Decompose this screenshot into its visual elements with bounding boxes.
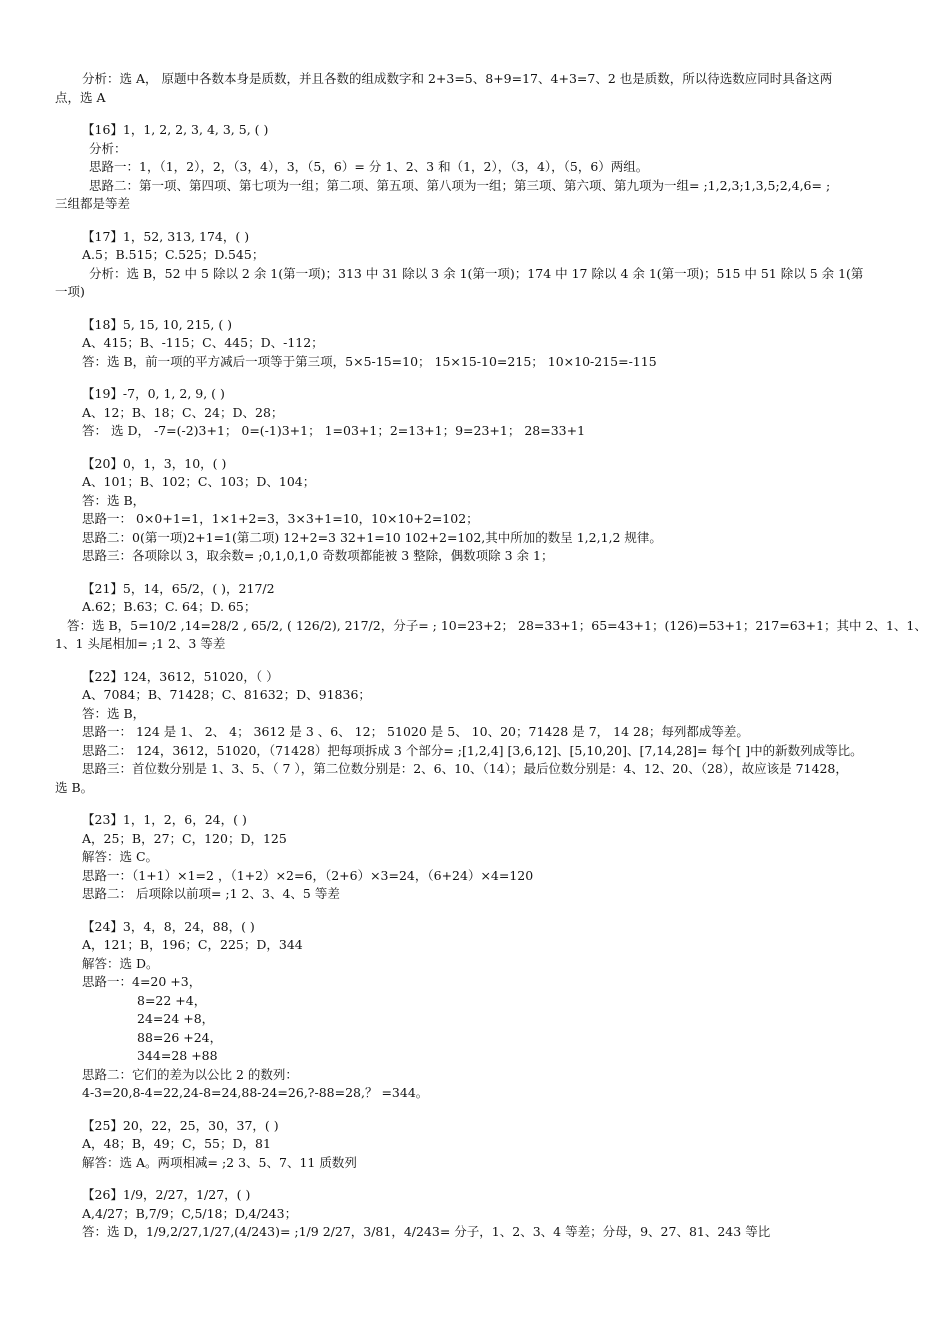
- q20-approach-3: 思路三：各项除以 3，取余数= ;0,1,0,1,0 奇数项都能被 3 整除，偶数项除 3 余 1；: [82, 548, 554, 563]
- q24-equation-4: 88=26 +24，: [137, 1029, 223, 1045]
- q24-approach-2: 思路二：它们的差为以公比 2 的数列：: [82, 1066, 298, 1082]
- q24-options: A，121；B，196；C，225；D，344: [82, 937, 303, 952]
- q26-answer: 答：选 D，1/9,2/27,1/27,(4/243)= ;1/9 2/27，3/81，4/243= 分子，1、2、3、4 等差；分母，9、27、81、243 等比: [82, 1224, 771, 1239]
- q16-approach-2: 思路二：第一项、第四项、第七项为一组；第二项、第五项、第八项为一组；第三项、第六项、第九项为一组= ;1,2,3;1,3,5;2,4,6= ;: [89, 177, 831, 193]
- question-16: [55, 121, 900, 214]
- q22-approach-1: 思路一： 124 是 1、 2、 4； 3612 是 3 、6、 12； 51020 是 5、 10、20；71428 是 7， 14 28；每列都成等差。: [82, 724, 749, 739]
- q25-title: 【25】20，22，25，30，37，( ): [82, 1117, 279, 1133]
- q22-approach-3-cont: 选 B。: [55, 779, 94, 795]
- q25-answer: 解答：选 A。两项相减= ;2 3、5、7、11 质数列: [82, 1154, 357, 1170]
- q21-title: 【21】5，14，65/2，( )，217/2: [82, 580, 275, 596]
- q24-equation-5: 344=28 +88: [137, 1048, 218, 1063]
- q16-approach-1: 思路一：1，（1，2），2，（3，4），3，（5，6）= 分 1、2、3 和（1，2），（3，4），（5，6）两组。: [89, 159, 649, 174]
- q19-answer: 答： 选 D， -7=(-2)3+1； 0=(-1)3+1； 1=03+1；2=13+1；9=23+1； 28=33+1: [82, 423, 586, 438]
- question-18: [55, 316, 900, 372]
- q23-approach-2: 思路二： 后项除以前项= ;1 2、3、4、5 等差: [82, 886, 340, 901]
- q24-equation-2: 8=22 +4，: [137, 992, 207, 1008]
- question-17: [55, 228, 900, 302]
- q23-title: 【23】1，1，2，6，24，( ): [82, 812, 247, 827]
- q18-title: 【18】5, 15, 10, 215, ( ): [82, 316, 233, 332]
- q24-title: 【24】3，4，8，24，88，( ): [82, 918, 255, 934]
- q20-options: A、101；B、102；C、103；D、104；: [82, 474, 316, 489]
- intro-analysis: [55, 70, 900, 107]
- q23-options: A，25；B，27；C，120；D，125: [82, 830, 287, 846]
- q16-analysis-label: 分析：: [89, 140, 127, 156]
- q18-answer: 答：选 B，前一项的平方减后一项等于第三项，5×5-15=10； 15×15-10=215； 10×10-215=-115: [82, 353, 657, 369]
- q19-options: A、12；B、18；C、24；D、28；: [82, 404, 284, 420]
- q22-approach-3: 思路三：首位数分别是 1、3、5、（ 7 ），第二位数分别是：2、6、10、（14）；最后位数分别是：4、12、20、（28），故应该是 71428，: [82, 761, 848, 776]
- q22-options: A、7084；B、71428；C、81632；D、91836；: [82, 687, 371, 702]
- q20-title: 【20】0，1，3，10，( ): [82, 455, 227, 471]
- q23-approach-1: 思路一：（1+1）×1=2 ，（1+2）×2=6，（2+6）×3=24，（6+24）×4=120: [82, 867, 534, 883]
- question-21: [55, 580, 927, 654]
- q18-options: A、415；B、-115；C、445；D、-112；: [82, 335, 324, 350]
- q23-answer: 解答：选 C。: [82, 849, 159, 864]
- q21-answer: 答：选 B，5=10/2 ,14=28/2 , 65/2, ( 126/2), 217/2，分子= ; 10=23+2； 28=33+1；65=43+1；(126)=53+1；217=63+1；其中 2、1、1、: [67, 617, 927, 633]
- question-24: [55, 918, 900, 1103]
- question-23: [55, 811, 900, 904]
- question-22: [55, 668, 900, 798]
- q21-options: A.62；B.63；C. 64；D. 65；: [82, 599, 257, 614]
- q22-approach-2: 思路二： 124，3612，51020，（71428）把每项拆成 3 个部分= ;[1,2,4] [3,6,12]、[5,10,20]、[7,14,28]= 每个[ ]中的新数列成等比。: [82, 742, 863, 758]
- q20-approach-2: 思路二：0(第一项)2+1=1(第二项) 12+2=3 32+1=10 102+2=102,其中所加的数呈 1,2,1,2 规律。: [82, 529, 662, 545]
- document-page: [55, 70, 927, 1256]
- question-25: [55, 1117, 900, 1173]
- q26-options: A,4/27；B,7/9；C,5/18；D,4/243；: [82, 1205, 298, 1221]
- intro-line-1: 分析：选 A， 原题中各数本身是质数，并且各数的组成数字和 2+3=5、8+9=17、4+3=7、2 也是质数，所以待选数应同时具备这两: [82, 71, 833, 86]
- q22-answer: 答：选 B，: [82, 705, 146, 721]
- q16-title: 【16】1，1, 2, 2, 3, 4, 3, 5, ( ): [82, 122, 269, 137]
- q22-title: 【22】124，3612，51020，（ ）: [82, 668, 279, 684]
- q24-approach-2-detail: 4-3=20,8-4=22,24-8=24,88-24=26,?-88=28,？ =344。: [82, 1085, 429, 1100]
- q17-options: A.5；B.515；C.525；D.545；: [82, 247, 265, 262]
- q21-answer-cont: 1、1 头尾相加= ;1 2、3 等差: [55, 636, 226, 651]
- q17-analysis-cont: 一项): [55, 284, 85, 299]
- intro-line-2: 点，选 A: [55, 89, 106, 105]
- q16-approach-2-cont: 三组都是等差: [55, 196, 131, 211]
- q20-answer: 答：选 B，: [82, 492, 146, 508]
- q20-approach-1: 思路一： 0×0+1=1，1×1+2=3，3×3+1=10，10×10+2=102；: [82, 511, 479, 526]
- q17-title: 【17】1，52, 313, 174，( ): [82, 228, 250, 244]
- question-20: [55, 455, 900, 566]
- q24-approach-1: 思路一：4=20 +3，: [82, 974, 202, 989]
- q24-equation-3: 24=24 +8，: [137, 1011, 215, 1026]
- question-26: [55, 1186, 900, 1242]
- q25-options: A，48；B，49；C，55；D，81: [82, 1136, 271, 1151]
- q17-analysis: 分析：选 B，52 中 5 除以 2 余 1(第一项)；313 中 31 除以 3 余 1(第一项)；174 中 17 除以 4 余 1(第一项)；515 中 51 除以 5 余 1(第: [89, 265, 864, 281]
- q19-title: 【19】-7，0, 1, 2, 9, ( ): [82, 386, 225, 401]
- question-19: [55, 385, 900, 441]
- q26-title: 【26】1/9，2/27，1/27，( ): [82, 1187, 251, 1202]
- q24-answer: 解答：选 D。: [82, 955, 159, 971]
